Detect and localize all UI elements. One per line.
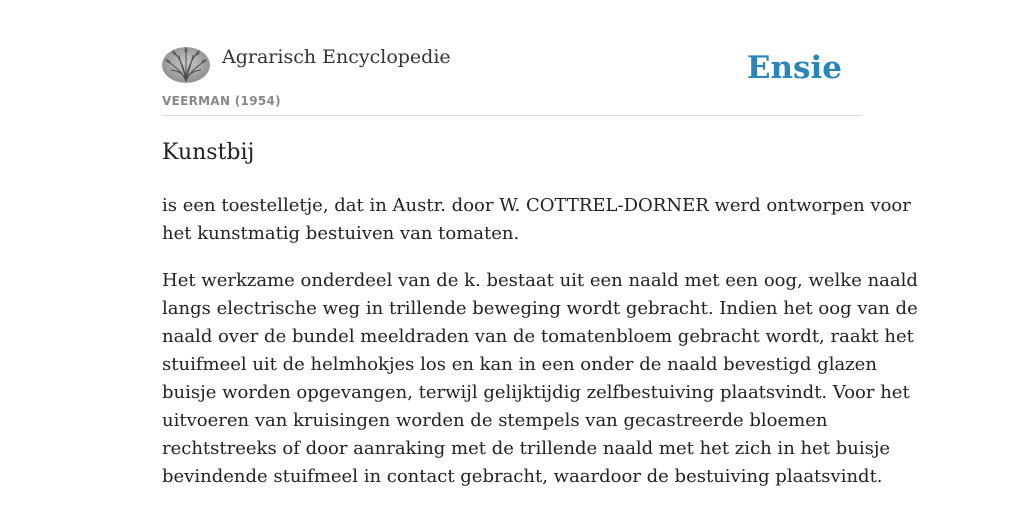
- page: [162, 0, 918, 512]
- entry-paragraph-2: [162, 267, 918, 491]
- paragraph-line: naald over de bundel meeldraden van de tomatenbloem gebracht wordt, raakt het: [162, 326, 914, 347]
- entry-paragraph-1: [162, 192, 911, 248]
- book-logo-image[interactable]: [162, 47, 210, 83]
- entry-title: Kunstbij: [162, 140, 255, 165]
- paragraph-line: langs electrische weg in trillende beweging wordt gebracht. Indien het oog van de: [162, 298, 918, 319]
- header: [162, 44, 862, 116]
- book-title[interactable]: Agrarisch Encyclopedie: [222, 46, 451, 68]
- book-author-year: VEERMAN (1954): [162, 94, 281, 108]
- ensie-logo[interactable]: Ensie: [746, 50, 842, 86]
- paragraph-line: het kunstmatig bestuiven van tomaten.: [162, 223, 520, 244]
- paragraph-line: bevindende stuifmeel in contact gebracht, waardoor de bestuiving plaatsvindt.: [162, 466, 883, 487]
- paragraph-line: rechtstreeks of door aanraking met de trillende naald met het zich in het buisje: [162, 438, 891, 459]
- paragraph-line: stuifmeel uit de helmhokjes los en kan in een onder de naald bevestigd glazen: [162, 354, 877, 375]
- paragraph-line: Het werkzame onderdeel van de k. bestaat uit een naald met een oog, welke naald: [162, 270, 918, 291]
- paragraph-line: is een toestelletje, dat in Austr. door W. COTTREL-DORNER werd ontworpen voor: [162, 195, 911, 216]
- paragraph-line: uitvoeren van kruisingen worden de stempels van gecastreerde bloemen: [162, 410, 828, 431]
- paragraph-line: buisje worden opgevangen, terwijl gelijktijdig zelfbestuiving plaatsvindt. Voor het: [162, 382, 910, 403]
